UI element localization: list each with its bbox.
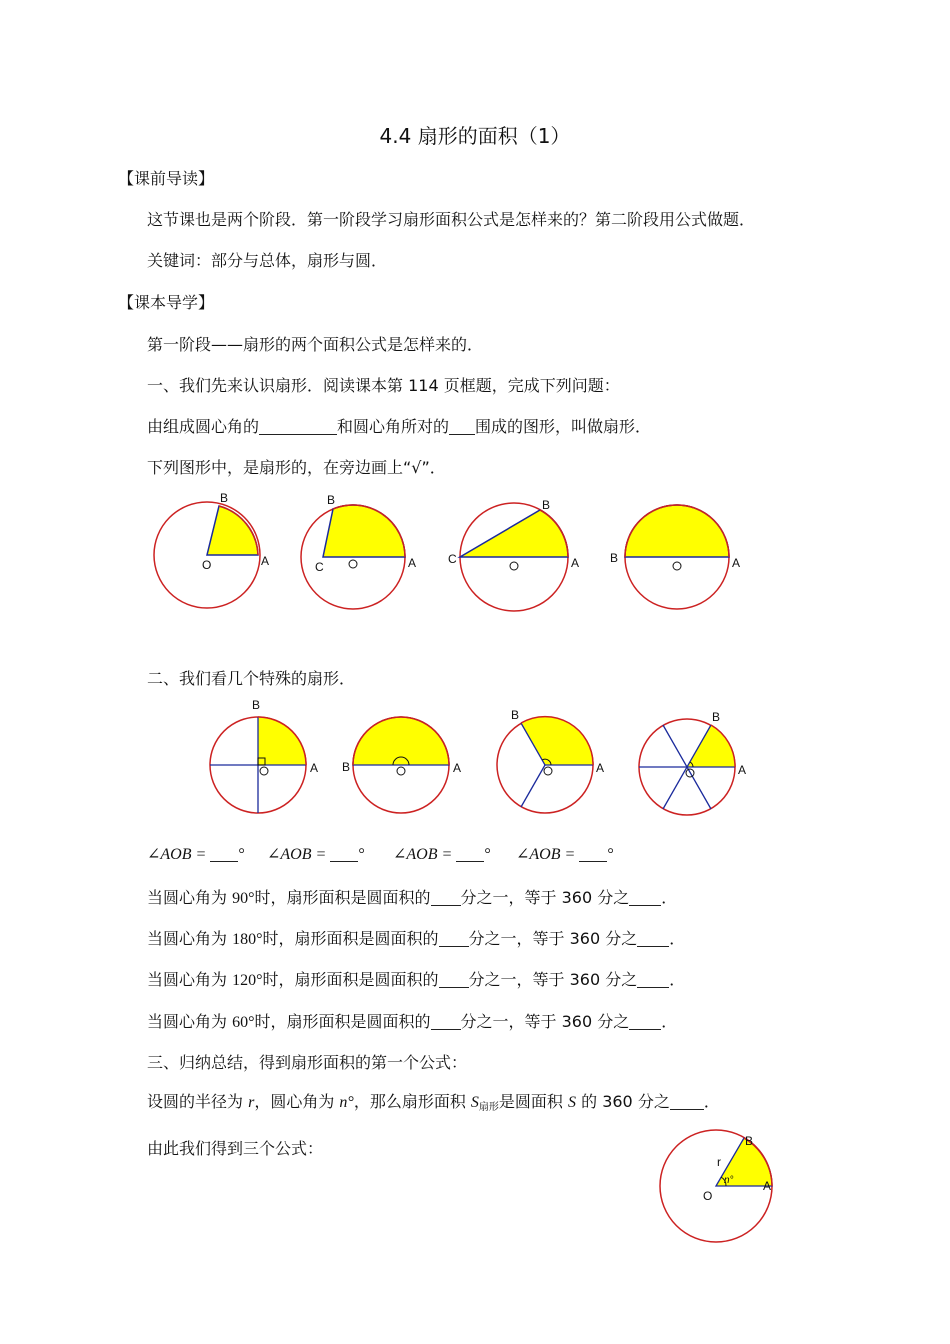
label-A: A [453,761,462,775]
figure-3[interactable] [448,498,579,611]
label-A: A [571,556,580,570]
label-r: r [717,1155,721,1169]
angle-blank-4: ∠AOB = ° [516,846,614,863]
angle-line-90: 当圆心角为 90°时，扇形面积是圆面积的 分之一，等于 360 分之 ． [147,888,678,907]
question-three-statement: 设圆的半径为 r，圆心角为 n°，那么扇形面积 $S_{扇形}$是圆面积 S 的 360 分之 ． [147,1092,720,1113]
blank-field[interactable] [456,845,484,862]
label-B: B [252,698,261,712]
section-pre-reading: 【课前导读】 [118,169,215,188]
blank-field[interactable] [439,930,469,947]
angle-line-180: 当圆心角为 180°时，扇形面积是圆面积的 分之一，等于 360 分之 ． [147,929,686,948]
section-book-guide: 【课本导学】 [118,293,215,312]
angle-line-120: 当圆心角为 120°时，扇形面积是圆面积的 分之一，等于 360 分之 ． [147,970,686,989]
angle-blank-3: ∠AOB = ° [393,846,491,863]
blank-field[interactable] [259,418,337,435]
label-B: B [327,493,336,507]
label-A: A [763,1179,772,1193]
blank-field[interactable] [449,418,475,435]
label-B: B [712,710,721,724]
blank-field[interactable] [431,889,461,906]
label-B: B [610,551,619,565]
blank-field[interactable] [637,930,669,947]
pre-paragraph-2: 关键词：部分与总体，扇形与圆． [147,251,388,270]
sector-figures-row-1 [140,490,780,620]
blank-field[interactable] [670,1093,704,1110]
label-C: C [315,560,324,574]
question-one-title: 一、我们先来认识扇形．阅读课本第 114 页框题，完成下列问题： [147,376,620,395]
question-two-title: 二、我们看几个特殊的扇形． [147,669,356,688]
blank-field[interactable] [637,971,669,988]
label-n-degree: n° [724,1175,734,1186]
blank-field[interactable] [439,971,469,988]
question-one-check-instruction: 下列图形中，是扇形的，在旁边画上“√”． [147,458,446,477]
label-B: B [511,708,520,722]
formula-intro: 由此我们得到三个公式： [147,1139,324,1158]
label-B: B [220,491,229,505]
question-three-title: 三、归纳总结，得到扇形面积的第一个公式： [147,1053,468,1072]
angle-line-60: 当圆心角为 60°时，扇形面积是圆面积的 分之一，等于 360 分之 ． [147,1012,678,1031]
sector-figures-row-2 [200,695,760,825]
blank-field[interactable] [629,1013,661,1030]
blank-field[interactable] [431,1013,461,1030]
label-A: A [310,761,319,775]
page-title: 4.4 扇形的面积（1） [379,124,571,148]
stage-one-heading: 第一阶段——扇形的两个面积公式是怎样来的． [147,335,484,354]
question-one-fill: 由组成圆心角的 和圆心角所对的 围成的图形，叫做扇形． [147,417,652,436]
figure-1[interactable] [154,491,269,608]
label-A: A [261,554,270,568]
angle-blank-2: ∠AOB = ° [267,846,365,863]
label-C: C [448,552,457,566]
figure-4[interactable] [610,505,740,609]
label-A: A [732,556,741,570]
figure-180 [342,717,461,813]
label-B: B [342,760,351,774]
label-A: A [596,761,605,775]
blank-field[interactable] [210,845,238,862]
label-A: A [738,763,747,777]
angle-blank-1: ∠AOB = ° [147,846,245,863]
blank-field[interactable] [629,889,661,906]
label-O: O [703,1189,713,1203]
label-B: B [745,1134,754,1148]
figure-120 [497,708,604,813]
figure-2[interactable] [301,493,416,609]
label-A: A [408,556,417,570]
blank-field[interactable] [330,845,358,862]
pre-paragraph-1: 这节课也是两个阶段．第一阶段学习扇形面积公式是怎样来的？第二阶段用公式做题． [147,210,756,229]
figure-90 [210,698,318,813]
label-O: O [202,558,212,572]
sector-diagram-radius-angle [648,1128,778,1244]
blank-field[interactable] [579,845,607,862]
figure-60 [639,710,746,815]
label-B: B [542,498,551,512]
